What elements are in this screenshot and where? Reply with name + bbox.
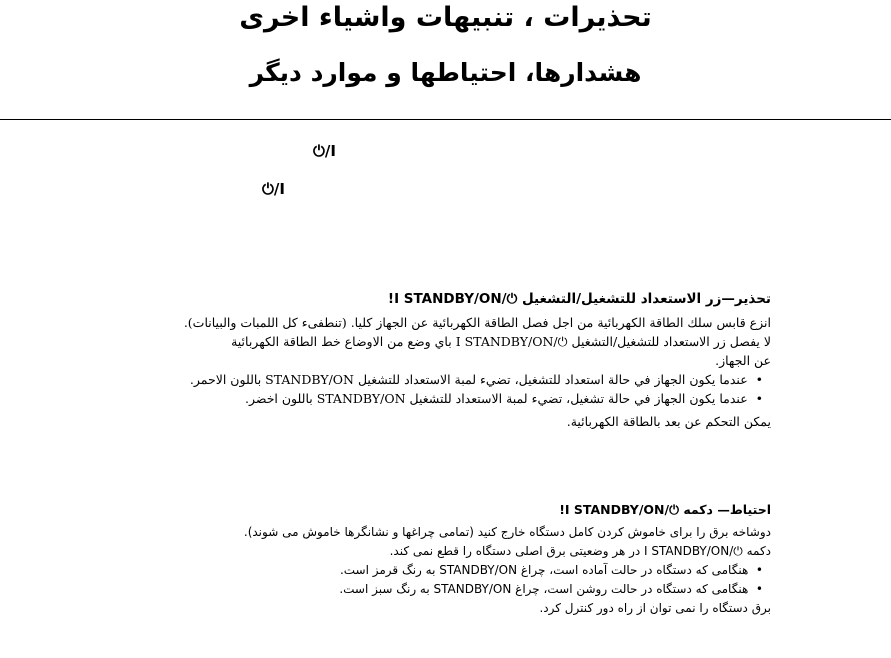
arabic-warning-section [131, 290, 771, 431]
page-title-arabic: تحذيرات ، تنبيهات واشياء اخرى [239, 2, 652, 33]
standby-power-symbol: ⏻/I [262, 180, 285, 198]
persian-caution-line: دوشاخه برق را برای خاموش کردن کامل دستگاه خارج کنید (تمامی چراغها و نشانگرها خاموش می شوند). [243, 525, 771, 539]
persian-caution-bullet: • هنگامی که دستگاه در حالت روشن است، چراغ STANDBY/ON به رنگ سبز است. [131, 580, 771, 599]
standby-power-symbol: ⏻/I [313, 142, 336, 160]
persian-caution-footer: برق دستگاه را نمی توان از راه دور کنترل کرد. [539, 601, 771, 615]
persian-caution-section [131, 500, 771, 618]
arabic-warning-bullet: • عندما يكون الجهاز في حالة استعداد للتشغيل، تضيء لمبة الاستعداد للتشغيل STANDBY/ON باللون الاحمر. [131, 370, 771, 389]
arabic-warning-line: عن الجهاز. [715, 353, 771, 368]
header-divider [0, 119, 891, 120]
arabic-warning-line: انزع قابس سلك الطاقة الكهربائية من اجل فصل الطاقة الكهربائية عن الجهاز كليا. (تنطفىء كل اللمبات والبيانات). [183, 315, 771, 330]
persian-caution-heading: احتیاط— دکمه ⏻/I STANDBY/ON! [559, 502, 771, 517]
arabic-warning-bullet: • عندما يكون الجهاز في حالة تشغيل، تضيء لمبة الاستعداد للتشغيل STANDBY/ON باللون اخضر. [131, 389, 771, 408]
page-title-persian: هشدارها، احتیاطها و موارد دیگر [249, 58, 642, 87]
persian-caution-bullet: • هنگامی که دستگاه در حالت آماده است، چراغ STANDBY/ON به رنگ قرمز است. [131, 561, 771, 580]
arabic-warning-line: لا يفصل زر الاستعداد للتشغيل/التشغيل ⏻/I STANDBY/ON باي وضع من الاوضاع خط الطاقة الكهربائية [231, 334, 771, 349]
arabic-warning-heading: تحذير—زر الاستعداد للتشغيل/التشغيل ⏻/I STANDBY/ON! [387, 291, 771, 307]
arabic-warning-footer: يمكن التحكم عن بعد بالطاقة الكهربائية. [566, 414, 771, 429]
persian-caution-line: دکمه ⏻/I STANDBY/ON در هر وضعیتی برق اصلی دستگاه را قطع نمی کند. [389, 544, 771, 558]
